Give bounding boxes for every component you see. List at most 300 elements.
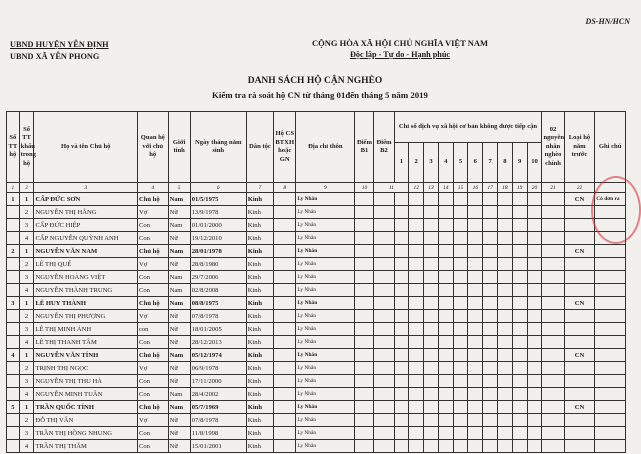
gender-cell: Nam [168, 297, 190, 310]
dob-cell: 18/01/2005 [190, 323, 246, 336]
reason-cell [542, 219, 564, 232]
table-row [7, 427, 626, 440]
service-cell [527, 336, 542, 349]
col-stt-khau: Số TT khẩu trong hộ [19, 112, 34, 183]
note-cell [595, 349, 626, 362]
relation-cell: con [137, 323, 168, 336]
note-cell [595, 258, 626, 271]
service-cell [483, 310, 498, 323]
reason-cell [542, 258, 564, 271]
service-cell [483, 219, 498, 232]
service-cell [453, 232, 468, 245]
b2-cell [374, 310, 394, 323]
service-cell [468, 362, 483, 375]
household-number [7, 258, 20, 271]
reason-cell [542, 375, 564, 388]
household-number [7, 310, 20, 323]
column-index: 3 [34, 183, 137, 193]
service-cell [409, 219, 424, 232]
dob-cell: 13/9/1978 [190, 206, 246, 219]
ethnic-cell: Kinh [246, 297, 273, 310]
service-cell [483, 427, 498, 440]
form-code: DS-HN/HCN [585, 17, 630, 26]
member-number: 1 [19, 349, 34, 362]
document-subtitle: Kiểm tra rà soát hộ CN từ tháng 01đến tháng 5 năm 2019 [212, 90, 428, 100]
table-row [7, 284, 626, 297]
reason-cell [542, 388, 564, 401]
column-index: 16 [468, 183, 483, 193]
service-cell [409, 362, 424, 375]
service-cell [409, 193, 424, 206]
ethnic-cell: Kinh [246, 440, 273, 453]
service-cell [438, 375, 453, 388]
service-cell [453, 297, 468, 310]
member-number: 4 [19, 336, 34, 349]
column-index: 21 [542, 183, 564, 193]
b2-cell [374, 349, 394, 362]
table-row [7, 349, 626, 362]
b2-cell [374, 362, 394, 375]
authority-block [10, 39, 109, 63]
service-cell [409, 258, 424, 271]
note-cell [595, 388, 626, 401]
service-cell [409, 232, 424, 245]
member-number: 1 [19, 401, 34, 414]
member-name: NGUYỄN VĂN TÍNH [34, 349, 137, 362]
service-cell [468, 388, 483, 401]
service-cell [527, 414, 542, 427]
service-cell [468, 297, 483, 310]
service-cell [468, 271, 483, 284]
ethnic-cell: Kinh [246, 232, 273, 245]
b1-cell [355, 414, 374, 427]
service-cell [394, 219, 409, 232]
relation-cell: Chủ hộ [137, 245, 168, 258]
table-row [7, 245, 626, 258]
cs-cell [274, 375, 296, 388]
b1-cell [355, 440, 374, 453]
prev-type-cell [564, 271, 595, 284]
col-name: Họ và tên Chủ hộ [34, 112, 137, 183]
address-cell: Ly Nhân [296, 427, 355, 440]
gender-cell: Nữ [168, 336, 190, 349]
service-cell [512, 349, 527, 362]
service-cell [497, 206, 512, 219]
service-cell [468, 219, 483, 232]
address-cell: Ly Nhân [296, 414, 355, 427]
relation-cell: Vợ [137, 362, 168, 375]
column-index: 15 [453, 183, 468, 193]
cs-cell [274, 414, 296, 427]
service-cell [512, 414, 527, 427]
col-note: Ghi chú [595, 112, 626, 183]
national-header [270, 37, 530, 61]
service-cell [394, 310, 409, 323]
dob-cell: 19/12/2010 [190, 232, 246, 245]
relation-cell: Con [137, 375, 168, 388]
service-cell [512, 388, 527, 401]
commune-name: UBND XÃ YÊN PHONG [10, 52, 100, 61]
member-name: CẤP NGUYỄN QUỲNH ANH [34, 232, 137, 245]
b2-cell [374, 323, 394, 336]
cs-cell [274, 297, 296, 310]
prev-type-cell: CN [564, 297, 595, 310]
household-number [7, 323, 20, 336]
service-cell [497, 258, 512, 271]
relation-cell: Con [137, 232, 168, 245]
service-cell [497, 336, 512, 349]
household-number [7, 232, 20, 245]
service-cell [453, 362, 468, 375]
service-cell [409, 388, 424, 401]
service-cell [424, 310, 439, 323]
service-cell [438, 284, 453, 297]
b1-cell [355, 427, 374, 440]
service-cell [409, 245, 424, 258]
dob-cell: 05/7/1969 [190, 401, 246, 414]
dob-cell: 07/8/1978 [190, 310, 246, 323]
member-number: 3 [19, 375, 34, 388]
gender-cell: Nam [168, 193, 190, 206]
ethnic-cell: Kinh [246, 323, 273, 336]
member-name: NGUYỄN MINH TUÂN [34, 388, 137, 401]
service-cell [438, 336, 453, 349]
note-cell [595, 271, 626, 284]
ethnic-cell: Kinh [246, 193, 273, 206]
table-row [7, 219, 626, 232]
household-number [7, 362, 20, 375]
member-number: 2 [19, 414, 34, 427]
relation-cell: Con [137, 219, 168, 232]
service-cell [394, 206, 409, 219]
service-cell [438, 310, 453, 323]
household-number: 5 [7, 401, 20, 414]
service-cell [527, 219, 542, 232]
service-cell [438, 258, 453, 271]
service-cell [512, 193, 527, 206]
service-cell [394, 440, 409, 453]
service-cell [483, 414, 498, 427]
service-cell [453, 427, 468, 440]
service-cell [453, 245, 468, 258]
service-cell [453, 414, 468, 427]
service-cell [483, 440, 498, 453]
service-number-header: 10 [527, 143, 542, 183]
service-cell [424, 440, 439, 453]
red-stamp [591, 176, 641, 244]
b2-cell [374, 232, 394, 245]
b1-cell [355, 401, 374, 414]
service-cell [483, 388, 498, 401]
member-name: LÊ HUY THÀNH [34, 297, 137, 310]
service-cell [512, 232, 527, 245]
service-cell [409, 349, 424, 362]
cs-cell [274, 310, 296, 323]
service-cell [483, 271, 498, 284]
service-cell [483, 401, 498, 414]
cs-cell [274, 284, 296, 297]
household-number [7, 284, 20, 297]
service-cell [468, 336, 483, 349]
service-cell [438, 232, 453, 245]
service-cell [453, 219, 468, 232]
table-row [7, 258, 626, 271]
household-number [7, 414, 20, 427]
b1-cell [355, 323, 374, 336]
service-cell [409, 310, 424, 323]
column-index: 22 [564, 183, 595, 193]
prev-type-cell [564, 414, 595, 427]
ethnic-cell: Kinh [246, 245, 273, 258]
service-number-header: 4 [438, 143, 453, 183]
service-cell [438, 271, 453, 284]
b2-cell [374, 375, 394, 388]
ethnic-cell: Kinh [246, 414, 273, 427]
service-cell [453, 323, 468, 336]
member-number: 3 [19, 323, 34, 336]
column-index: 5 [168, 183, 190, 193]
address-cell: Ly Nhân [296, 297, 355, 310]
service-cell [438, 414, 453, 427]
dob-cell: 17/11/2000 [190, 375, 246, 388]
service-number-header: 7 [483, 143, 498, 183]
household-number: 3 [7, 297, 20, 310]
b1-cell [355, 271, 374, 284]
service-cell [512, 297, 527, 310]
service-cell [409, 414, 424, 427]
service-cell [497, 414, 512, 427]
service-cell [527, 323, 542, 336]
service-cell [424, 206, 439, 219]
service-cell [527, 206, 542, 219]
cs-cell [274, 401, 296, 414]
service-cell [409, 440, 424, 453]
member-name: TRỊNH THỊ NGỌC [34, 362, 137, 375]
service-cell [394, 271, 409, 284]
household-number [7, 375, 20, 388]
b2-cell [374, 206, 394, 219]
b2-cell [374, 271, 394, 284]
member-number: 2 [19, 258, 34, 271]
header-row [7, 112, 626, 143]
ethnic-cell: Kinh [246, 284, 273, 297]
service-cell [512, 375, 527, 388]
service-cell [527, 349, 542, 362]
relation-cell: Vợ [137, 258, 168, 271]
service-cell [453, 193, 468, 206]
member-number: 1 [19, 297, 34, 310]
service-cell [527, 388, 542, 401]
member-number: 2 [19, 310, 34, 323]
member-name: NGUYỄN THỊ HẰNG [34, 206, 137, 219]
dob-cell: 29/7/2006 [190, 271, 246, 284]
column-index: 1 [7, 183, 20, 193]
b1-cell [355, 219, 374, 232]
member-number: 1 [19, 193, 34, 206]
relation-cell: Vợ [137, 310, 168, 323]
service-cell [453, 375, 468, 388]
service-cell [394, 297, 409, 310]
prev-type-cell [564, 427, 595, 440]
member-number: 4 [19, 284, 34, 297]
table-body [7, 193, 626, 453]
service-cell [483, 193, 498, 206]
service-cell [409, 206, 424, 219]
address-cell: Ly Nhân [296, 401, 355, 414]
address-cell: Ly Nhân [296, 284, 355, 297]
cs-cell [274, 193, 296, 206]
table-row [7, 297, 626, 310]
service-cell [468, 375, 483, 388]
service-cell [424, 362, 439, 375]
service-cell [527, 401, 542, 414]
gender-cell: Nữ [168, 258, 190, 271]
service-cell [468, 284, 483, 297]
reason-cell [542, 193, 564, 206]
prev-type-cell [564, 219, 595, 232]
service-number-header: 3 [424, 143, 439, 183]
table-row [7, 336, 626, 349]
service-cell [453, 271, 468, 284]
service-cell [483, 349, 498, 362]
service-cell [424, 297, 439, 310]
member-number: 4 [19, 388, 34, 401]
column-index: 13 [424, 183, 439, 193]
reason-cell [542, 336, 564, 349]
b1-cell [355, 258, 374, 271]
cs-cell [274, 349, 296, 362]
relation-cell: Vợ [137, 206, 168, 219]
column-index: 11 [374, 183, 409, 193]
note-cell [595, 323, 626, 336]
service-cell [468, 193, 483, 206]
service-cell [497, 375, 512, 388]
dob-cell: 01/5/1975 [190, 193, 246, 206]
address-cell: Ly Nhân [296, 193, 355, 206]
household-number [7, 440, 20, 453]
service-cell [527, 245, 542, 258]
member-number: 4 [19, 440, 34, 453]
b1-cell [355, 232, 374, 245]
b2-cell [374, 219, 394, 232]
ethnic-cell: Kinh [246, 258, 273, 271]
dob-cell: 06/9/1978 [190, 362, 246, 375]
district-name: UBND HUYỆN YÊN ĐỊNH [10, 40, 109, 49]
service-cell [409, 284, 424, 297]
service-cell [468, 245, 483, 258]
column-index: 2 [19, 183, 34, 193]
index-row [7, 183, 626, 193]
service-cell [409, 323, 424, 336]
prev-type-cell [564, 375, 595, 388]
service-cell [497, 440, 512, 453]
note-cell [595, 401, 626, 414]
household-number [7, 206, 20, 219]
note-cell [595, 297, 626, 310]
service-cell [424, 219, 439, 232]
b2-cell [374, 388, 394, 401]
column-index: 9 [296, 183, 355, 193]
service-cell [497, 232, 512, 245]
col-address: Địa chỉ thôn [296, 112, 355, 183]
ethnic-cell: Kinh [246, 362, 273, 375]
cs-cell [274, 219, 296, 232]
gender-cell: Nữ [168, 323, 190, 336]
dob-cell: 07/8/1978 [190, 414, 246, 427]
reason-cell [542, 271, 564, 284]
ethnic-cell: Kinh [246, 375, 273, 388]
column-index: 14 [438, 183, 453, 193]
b1-cell [355, 375, 374, 388]
b2-cell [374, 414, 394, 427]
col-services-group: Chỉ số dịch vụ xã hội cơ bản không được tiếp cận [394, 112, 542, 143]
household-number: 4 [7, 349, 20, 362]
service-cell [483, 245, 498, 258]
cs-cell [274, 323, 296, 336]
note-cell [595, 245, 626, 258]
service-cell [394, 375, 409, 388]
service-cell [424, 401, 439, 414]
service-cell [438, 401, 453, 414]
prev-type-cell [564, 310, 595, 323]
table-row [7, 388, 626, 401]
reason-cell [542, 440, 564, 453]
table-row [7, 193, 626, 206]
service-cell [394, 388, 409, 401]
service-number-header: 9 [512, 143, 527, 183]
service-cell [527, 271, 542, 284]
service-cell [527, 193, 542, 206]
cs-cell [274, 427, 296, 440]
service-cell [438, 349, 453, 362]
ethnic-cell: Kinh [246, 206, 273, 219]
prev-type-cell: CN [564, 193, 595, 206]
address-cell: Ly Nhân [296, 258, 355, 271]
b1-cell [355, 206, 374, 219]
service-cell [468, 349, 483, 362]
column-index: 10 [355, 183, 374, 193]
b2-cell [374, 401, 394, 414]
service-cell [468, 258, 483, 271]
service-cell [394, 362, 409, 375]
document-title: DANH SÁCH HỘ CẬN NGHÈO [247, 76, 383, 86]
table-row [7, 401, 626, 414]
reason-cell [542, 349, 564, 362]
note-cell [595, 414, 626, 427]
relation-cell: Chủ hộ [137, 193, 168, 206]
service-cell [438, 219, 453, 232]
column-index: 18 [497, 183, 512, 193]
gender-cell: Nam [168, 271, 190, 284]
service-cell [394, 427, 409, 440]
member-number: 3 [19, 427, 34, 440]
service-cell [512, 427, 527, 440]
table-row [7, 310, 626, 323]
service-cell [394, 401, 409, 414]
household-number: 1 [7, 193, 20, 206]
household-number [7, 388, 20, 401]
service-cell [424, 271, 439, 284]
member-name: TRẦN THỊ HỒNG NHUNG [34, 427, 137, 440]
member-name: NGUYỄN THỊ THU HÀ [34, 375, 137, 388]
cs-cell [274, 232, 296, 245]
service-cell [438, 427, 453, 440]
service-cell [394, 414, 409, 427]
table-row [7, 362, 626, 375]
prev-type-cell [564, 323, 595, 336]
service-cell [394, 258, 409, 271]
note-cell [595, 427, 626, 440]
